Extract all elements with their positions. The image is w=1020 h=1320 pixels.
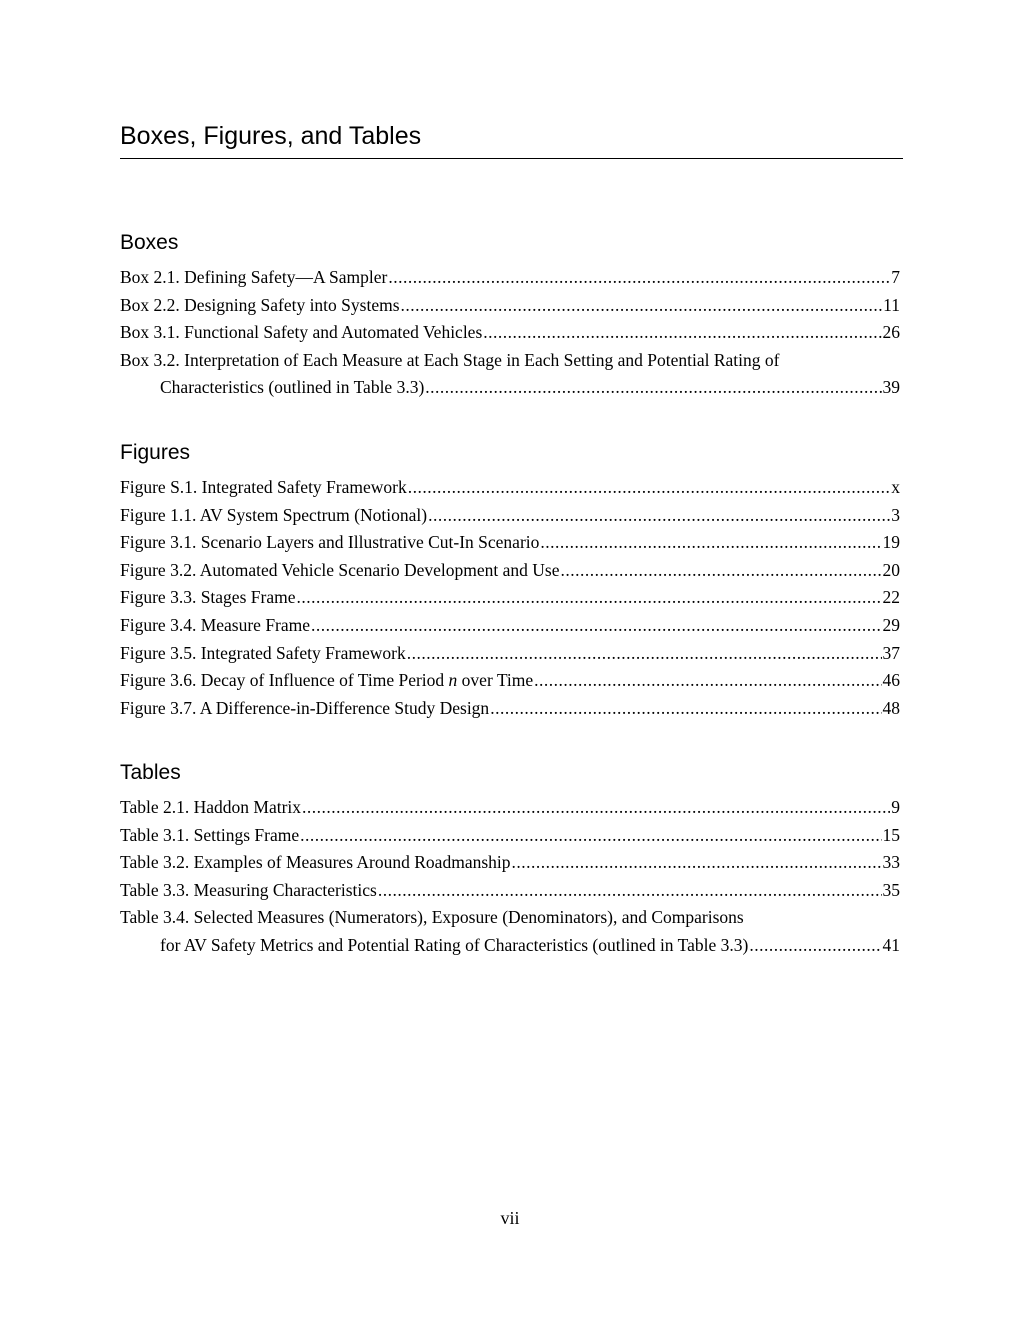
toc-entry-table-3-3[interactable] (120, 877, 900, 905)
dot-leader (534, 667, 881, 695)
entry-title: Figure 3.2. Automated Vehicle Scenario Development and Use (120, 559, 560, 580)
entry-page-number: 48 (882, 697, 900, 718)
entry-page-number: 37 (882, 642, 900, 663)
entry-title: Table 3.3. Measuring Characteristics (120, 879, 377, 900)
entry-title: Box 3.1. Functional Safety and Automated Vehicles (120, 322, 483, 343)
entry-title: Figure 3.1. Scenario Layers and Illustrative Cut-In Scenario (120, 532, 540, 553)
toc-entry-figure-3-6[interactable] (120, 667, 900, 695)
boxes-section (120, 230, 900, 402)
dot-leader (311, 612, 881, 640)
boxes-heading: Boxes (120, 231, 179, 254)
entry-title-italic: n (448, 670, 458, 691)
toc-entry-figure-3-2[interactable] (120, 557, 900, 585)
entry-title: Figure 1.1. AV System Spectrum (Notional) (120, 504, 428, 525)
entry-page-number: 35 (882, 879, 900, 900)
tables-heading: Tables (120, 761, 181, 784)
dot-leader (749, 932, 881, 960)
entry-page-number: 15 (882, 824, 900, 845)
entry-page-number: 9 (891, 797, 900, 817)
entry-title-part-2: over Time (457, 670, 534, 691)
entry-title-line-1: Table 3.4. Selected Measures (Numerators), Exposure (Denominators), and Comparisons (120, 907, 744, 928)
entry-title-part-1: Figure 3.6. Decay of Influence of Time Period (120, 670, 449, 691)
dot-leader (401, 292, 883, 320)
entry-title: Figure 3.3. Stages Frame (120, 587, 296, 608)
dot-leader (378, 877, 882, 905)
toc-entry-figure-3-4[interactable] (120, 612, 900, 640)
toc-entry-figure-s-1[interactable] (120, 474, 900, 502)
entry-page-number: 46 (882, 670, 900, 691)
entry-title: Figure 3.5. Integrated Safety Framework (120, 642, 406, 663)
dot-leader (483, 319, 881, 347)
toc-entry-figure-1-1[interactable] (120, 502, 900, 530)
entry-page-number: 22 (882, 587, 900, 608)
dot-leader (561, 557, 882, 585)
entry-title: Table 2.1. Haddon Matrix (120, 797, 302, 817)
toc-entry-box-3-1[interactable] (120, 319, 900, 347)
toc-entry-figure-3-3[interactable] (120, 584, 900, 612)
entry-title-line-2: Characteristics (outlined in Table 3.3) (160, 377, 425, 398)
entry-page-number: 11 (883, 294, 900, 315)
dot-leader (428, 502, 890, 530)
entry-title: Figure S.1. Integrated Safety Framework (120, 477, 407, 497)
entry-page-number: 33 (882, 852, 900, 873)
dot-leader (302, 794, 890, 822)
entry-title: Table 3.2. Examples of Measures Around Roadmanship (120, 852, 511, 873)
entry-page-number: 29 (882, 614, 900, 635)
dot-leader (296, 584, 881, 612)
entry-title: Table 3.1. Settings Frame (120, 824, 300, 845)
dot-leader (300, 822, 881, 850)
dot-leader (540, 529, 881, 557)
toc-entry-table-3-4[interactable] (120, 904, 900, 959)
dot-leader (512, 849, 882, 877)
page-title: Boxes, Figures, and Tables (120, 118, 903, 159)
dot-leader (490, 695, 881, 723)
toc-entry-box-2-2[interactable] (120, 292, 900, 320)
entry-title-line-2: for AV Safety Metrics and Potential Rating of Characteristics (outlined in Table 3.3) (160, 934, 749, 955)
toc-entry-figure-3-1[interactable] (120, 529, 900, 557)
entry-page-number: x (891, 477, 900, 497)
page-number: vii (500, 1208, 520, 1228)
toc-entry-table-2-1[interactable] (120, 794, 900, 822)
dot-leader (408, 474, 891, 502)
toc-entry-figure-3-5[interactable] (120, 640, 900, 668)
entry-page-number: 3 (891, 504, 900, 525)
entry-title: Figure 3.7. A Difference-in-Difference Study Design (120, 697, 490, 718)
toc-entry-table-3-2[interactable] (120, 849, 900, 877)
dot-leader (425, 374, 881, 402)
entry-page-number: 39 (882, 377, 900, 398)
entry-page-number: 7 (891, 267, 900, 287)
figures-list (120, 474, 900, 722)
toc-entry-table-3-1[interactable] (120, 822, 900, 850)
entry-page-number: 26 (882, 322, 900, 343)
boxes-list (120, 264, 900, 402)
entry-title (120, 667, 533, 695)
entry-title: Figure 3.4. Measure Frame (120, 614, 311, 635)
figures-heading: Figures (120, 441, 191, 464)
tables-list (120, 794, 900, 960)
entry-title-line-1: Box 3.2. Interpretation of Each Measure at Each Stage in Each Setting and Potential Rating of (120, 349, 780, 370)
entry-title: Box 2.2. Designing Safety into Systems (120, 294, 400, 315)
toc-entry-figure-3-7[interactable] (120, 695, 900, 723)
entry-page-number: 20 (882, 559, 900, 580)
dot-leader (407, 640, 882, 668)
figures-section (120, 440, 900, 722)
entry-title: Box 2.1. Defining Safety—A Sampler (120, 267, 388, 287)
toc-entry-box-2-1[interactable] (120, 264, 900, 292)
tables-section (120, 760, 900, 960)
entry-page-number: 41 (882, 934, 900, 955)
dot-leader (388, 264, 890, 292)
entry-page-number: 19 (882, 532, 900, 553)
toc-entry-box-3-2[interactable] (120, 347, 900, 402)
